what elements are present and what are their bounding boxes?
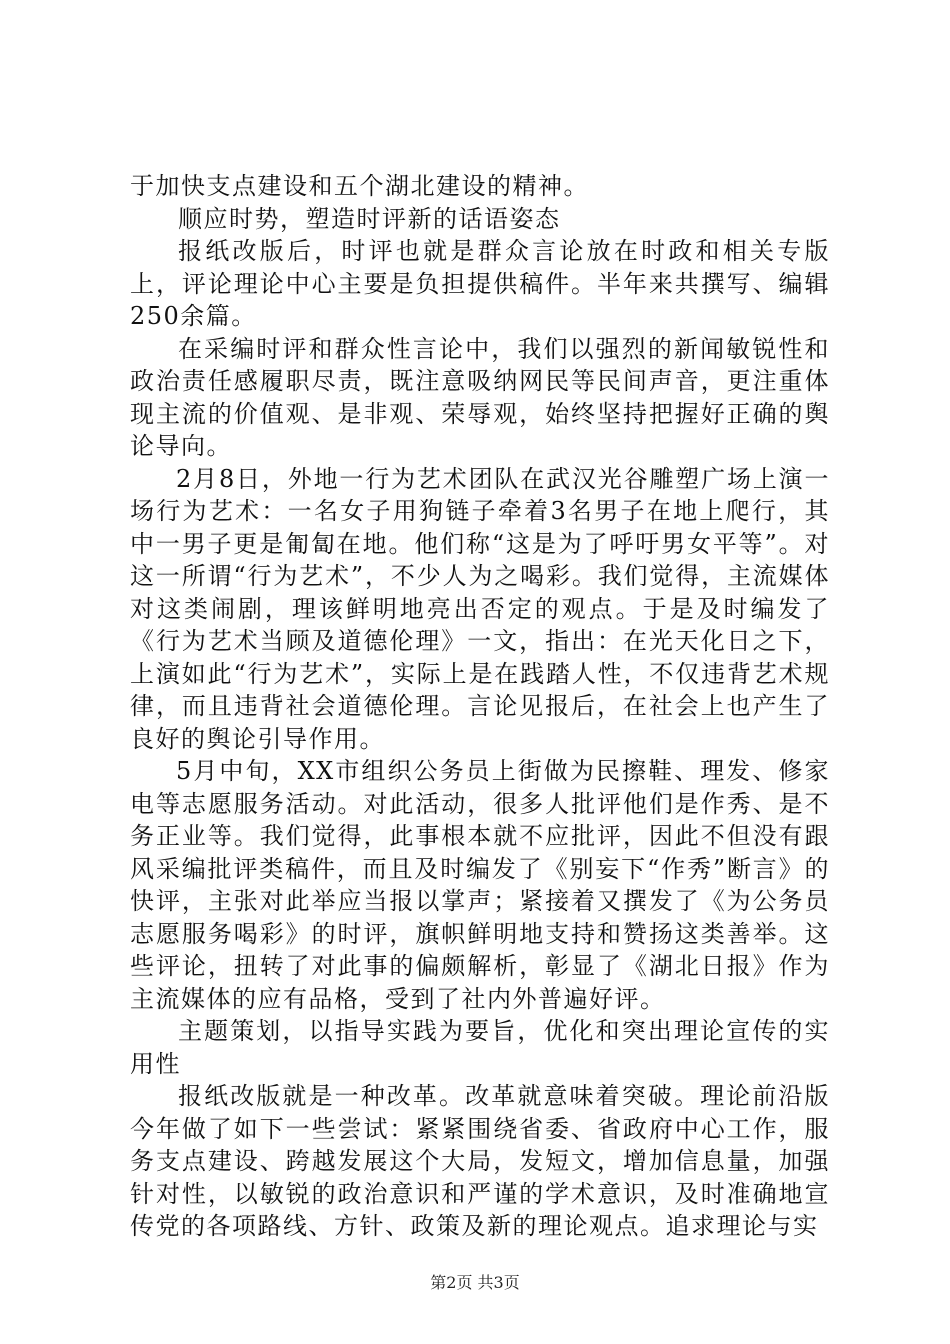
section-heading-theory: 主题策划，以指导实践为要旨，优化和突出理论宣传的实用性 [130, 1017, 830, 1078]
paragraph-continuation: 于加快支点建设和五个湖北建设的精神。 [130, 172, 589, 200]
paragraph-theory-frontier: 报纸改版就是一种改革。改革就意味着突破。理论前沿版今年做了如下一些尝试：紧紧围绕省委、省政府中心工作，服务支点建设、跨越发展这个大局，发短文，增加信息量，加强针对性，以敏锐的政治意识和严谨的学术意识，及时准确地宣传党的各项路线、方针、政策及新的理论观点。追求理论与实 [130, 1082, 830, 1240]
paragraph-performance-art: 2月8日，外地一行为艺术团队在武汉光谷雕塑广场上演一场行为艺术：一名女子用狗链子牵着3名男子在地上爬行，其中一男子更是匍匐在地。他们称“这是为了呼吁男女平等”。对这一所谓“行为艺术”，不少人为之喝彩。我们觉得，主流媒体对这类闹剧，理该鲜明地亮出否定的观点。于是及时编发了《行为艺术当顾及道德伦理》一文，指出：在光天化日之下，上演如此“行为艺术”，实际上是在践踏人性，不仅违背艺术规律，而且违背社会道德伦理。言论见报后，在社会上也产生了良好的舆论引导作用。 [130, 464, 830, 753]
section-heading-commentary: 顺应时势，塑造时评新的话语姿态 [178, 204, 561, 233]
paragraph-volunteer-service: 5月中旬，XX市组织公务员上街做为民擦鞋、理发、修家电等志愿服务活动。对此活动，很多人批评他们是作秀、是不务正业等。我们觉得，此事根本就不应批评，因此不但没有跟风采编批评类稿件，而且及时编发了《别妄下“作秀”断言》的快评，主张对此举应当报以掌声；紧接着又撰发了《为公务员志愿服务喝彩》的时评，旗帜鲜明地支持和赞扬这类善举。这些评论，扭转了对此事的偏颇解析，彰显了《湖北日报》作为主流媒体的应有品格，受到了社内外普遍好评。 [130, 757, 830, 1013]
page-footer: 第2页 共3页 [430, 1273, 520, 1292]
paragraph-editing-principles: 在采编时评和群众性言论中，我们以强烈的新闻敏锐性和政治责任感履职尽责，既注意吸纳网民等民间声音，更注重体现主流的价值观、是非观、荣辱观，始终坚持把握好正确的舆论导向。 [130, 334, 830, 460]
document-body [130, 170, 830, 1243]
paragraph-redesign: 报纸改版后，时评也就是群众言论放在时政和相关专版上，评论理论中心主要是负担提供稿件。半年来共撰写、编辑250余篇。 [130, 237, 830, 330]
